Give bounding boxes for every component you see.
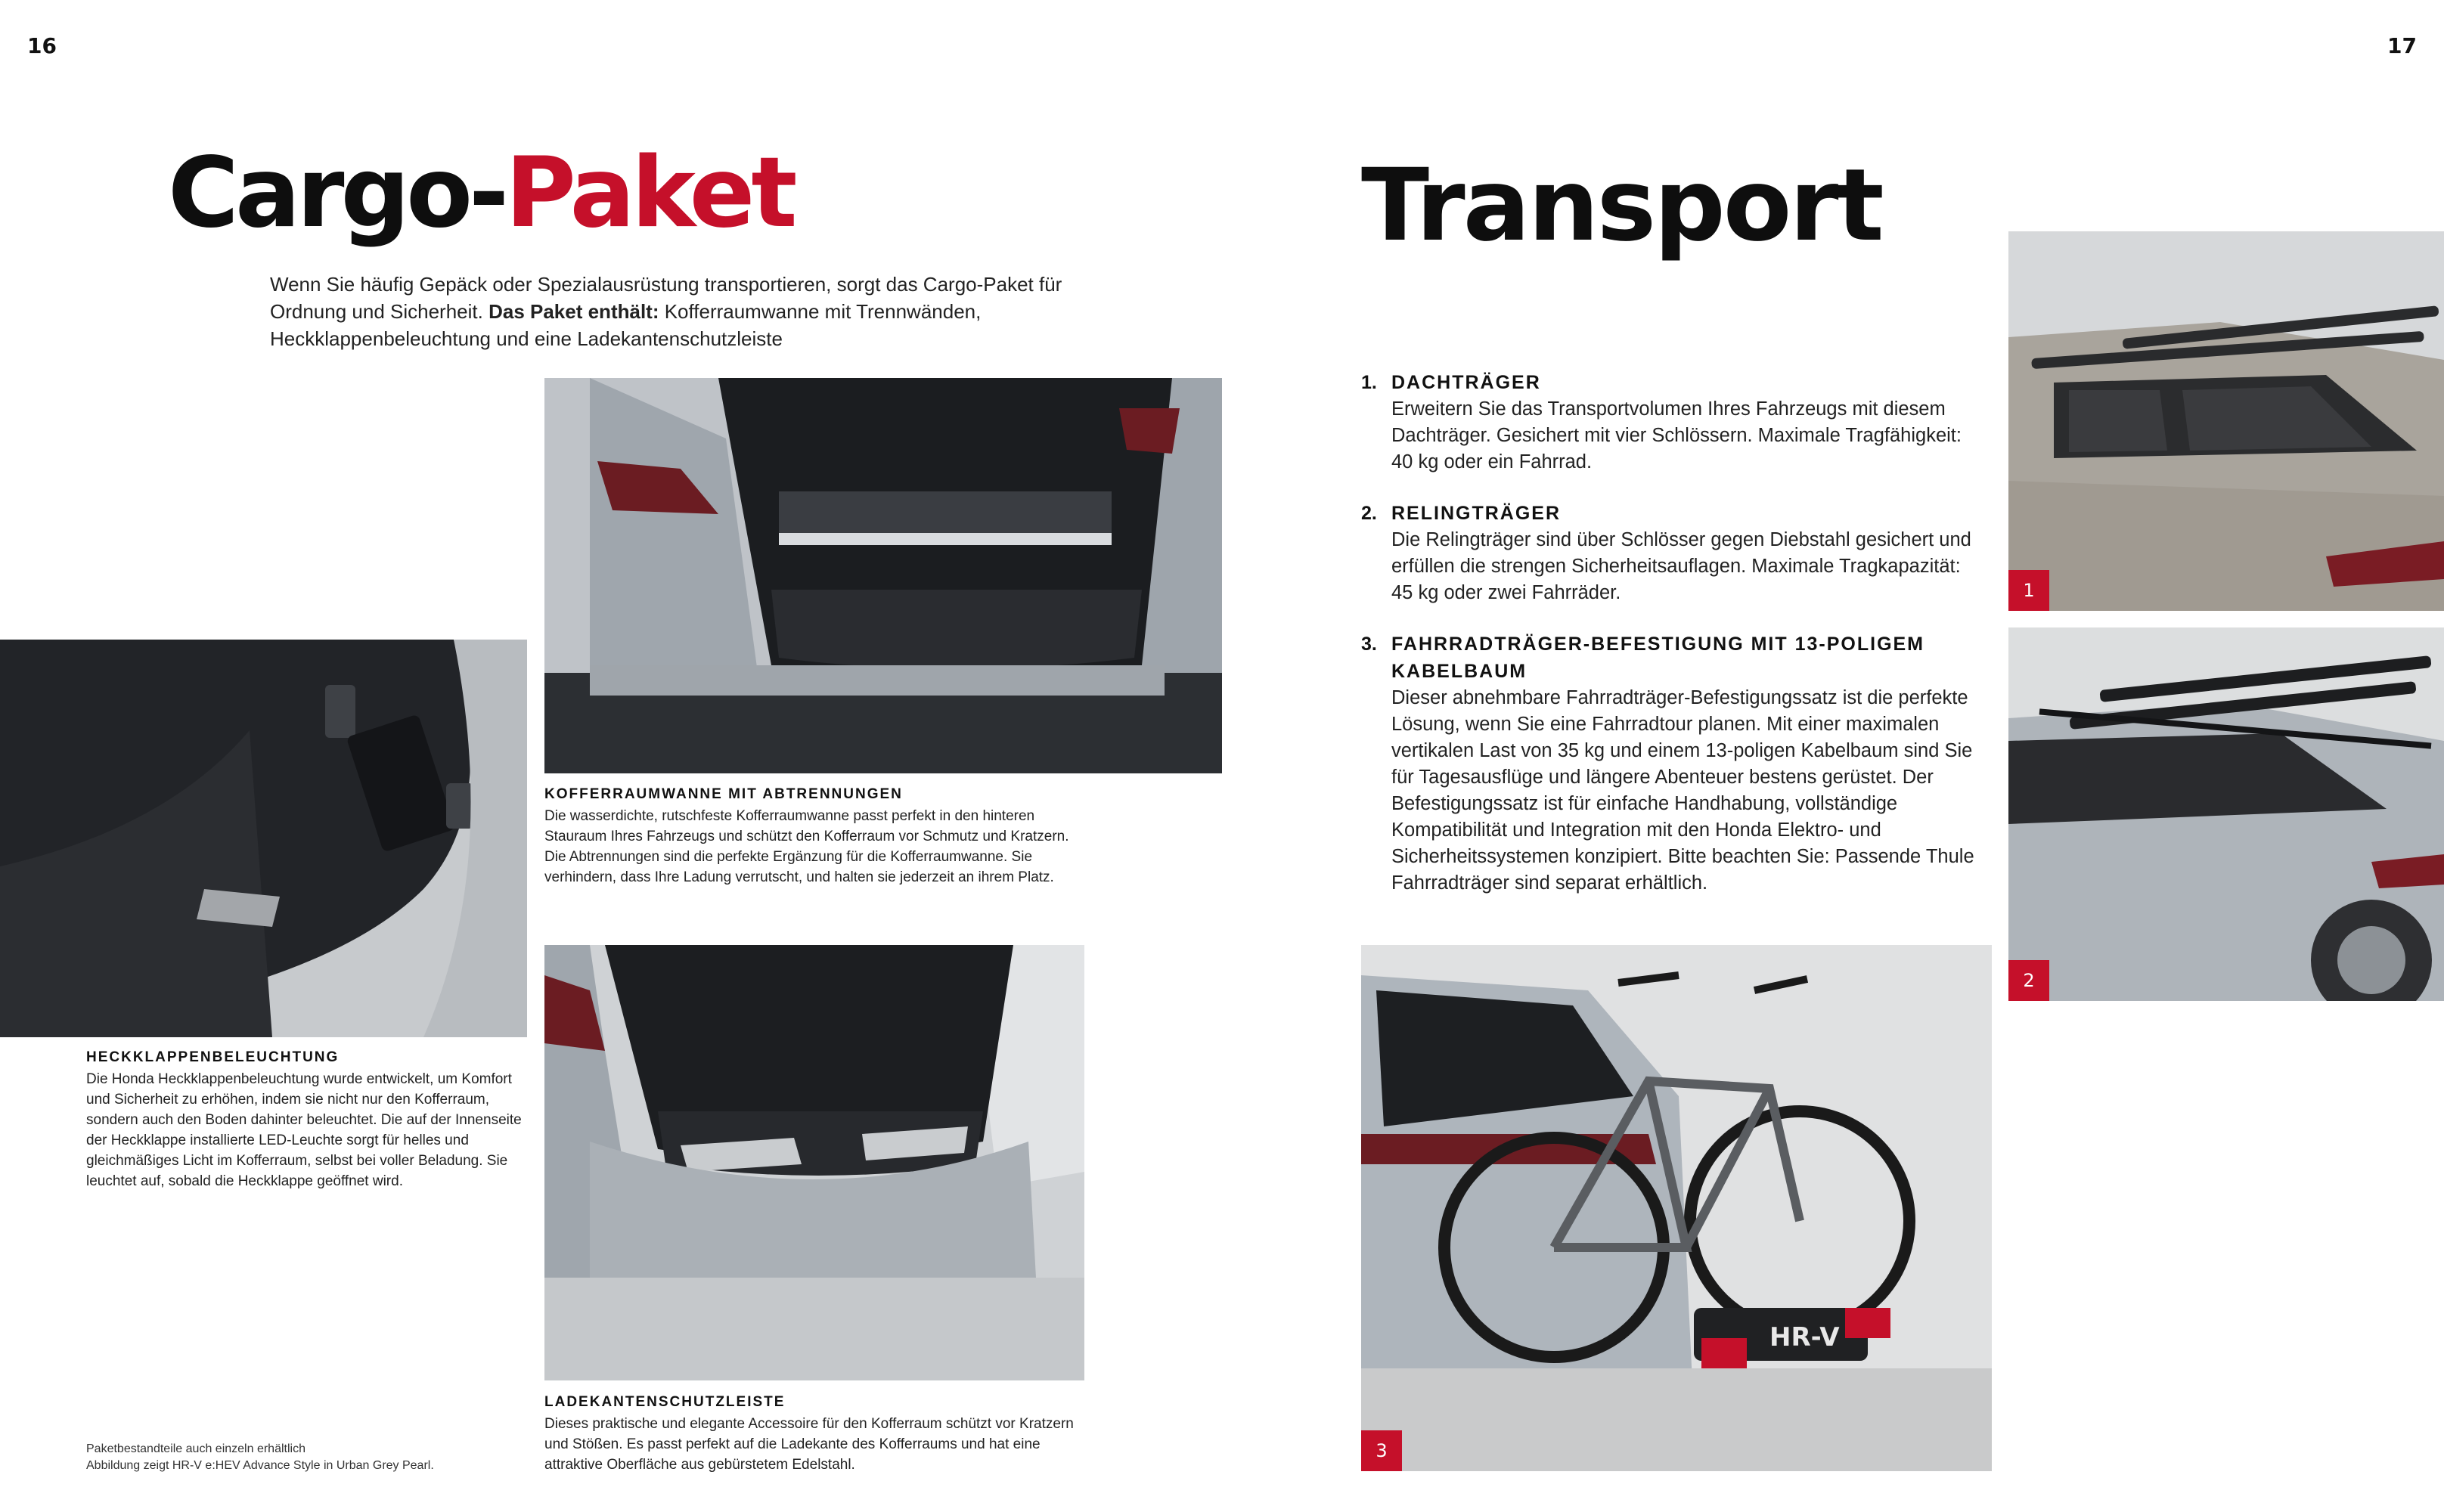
item-body: Dieser abnehmbare Fahrradträger-Befestigungssatz ist die perfekte Lösung, wenn Sie eine Fahrradtour planen. Mit einer maximalen vertikalen Last von 35 kg und einem 13-poligen Kabelbaum sind Sie für Tagesausflüge und längere Abenteuer bestens gerüstet. Der Befestigungssatz ist für einfache Handhabung, vollständige Kompatibilität und Integration mit den Honda Elektro- und Sicherheitssystemen konzipiert. Bitte beachten Sie: Passende Thule Fahrradträger sind separat erhältlich. (1391, 687, 1974, 894)
item-body: Die Relingträger sind über Schlösser gegen Diebstahl gesichert und erfüllen die strengen Sicherheitsauflagen. Maximale Tragkapazität: 45 kg oder zwei Fahrräder. (1391, 529, 1971, 603)
caption-title: HECKKLAPPENBELEUCHTUNG (86, 1049, 340, 1065)
item-number: 1. (1361, 372, 1377, 393)
intro-text-2: Kofferraumwanne mit Trennwänden, Heckklappenbeleuchtung und eine Ladekantenschutzleiste (270, 300, 982, 350)
page-number-right: 17 (2387, 33, 2417, 58)
caption-body: Dieses praktische und elegante Accessoire für den Kofferraum schützt vor Kratzern und Stößen. Es passt perfekt auf die Ladekante des Kofferraums und hat eine attraktive Oberfläche aus gebürstetem Edelstahl. (544, 1416, 1074, 1473)
item-title: FAHRRADTRÄGER-BEFESTIGUNG MIT 13-POLIGEM KABELBAUM (1391, 634, 1925, 682)
badge-2: 2 (2008, 960, 2049, 1001)
caption-body: Die Honda Heckklappenbeleuchtung wurde entwickelt, um Komfort und Sicherheit zu erhöhen, indem sie nicht nur den Kofferraum, sondern auch den Boden dahinter beleuchtet. Die auf der Innenseite der Heckklappe installierte LED-Leuchte sorgt für helles und gleichmäßiges Licht im Kofferraum, selbst bei voller Beladung. Sie leuchtet auf, sobald die Heckklappe geöffnet wird. (86, 1071, 522, 1189)
item-number: 3. (1361, 634, 1377, 655)
transport-item-fahrradtraeger (1361, 631, 1981, 897)
transport-list (1361, 369, 1981, 921)
caption-ladekantenschutzleiste (544, 1394, 1074, 1475)
caption-kofferraumwanne (544, 786, 1074, 888)
item-title: RELINGTRÄGER (1391, 503, 1561, 524)
photo-fahrradtraeger (1361, 945, 1992, 1471)
footnote-line-1: Paketbestandteile auch einzeln erhältlich (86, 1442, 306, 1455)
page-number-left: 16 (27, 33, 57, 58)
intro-text-1: Wenn Sie häufig Gepäck oder Spezialausrüstung transportieren, sorgt das Cargo-Paket für Ordnung und Sicherheit. (270, 273, 1062, 323)
title-cargo-part: Cargo- (168, 137, 506, 249)
item-title: DACHTRÄGER (1391, 372, 1541, 393)
photo-kofferraumwanne (544, 378, 1222, 773)
footnote (86, 1441, 540, 1474)
intro-bold: Das Paket enthält: (488, 300, 659, 323)
caption-body: Die wasserdichte, rutschfeste Kofferraumwanne passt perfekt in den hinteren Stauraum Ihres Fahrzeugs und schützt den Kofferraum vor Schmutz und Kratzern. Die Abtrennungen sind die perfekte Ergänzung für die Kofferraumwanne. Sie verhindern, dass Ihre Ladung verrutscht, und halten sie jederzeit an ihrem Platz. (544, 808, 1069, 885)
badge-1: 1 (2008, 570, 2049, 611)
title-paket-part: Paket (505, 137, 794, 249)
badge-3: 3 (1361, 1430, 1402, 1471)
item-number: 2. (1361, 503, 1377, 524)
photo-dachtraeger (2008, 231, 2444, 611)
photo-ladekantenschutzleiste (544, 945, 1084, 1380)
footnote-line-2: Abbildung zeigt HR-V e:HEV Advance Style in Urban Grey Pearl. (86, 1459, 434, 1472)
transport-item-relingtraeger (1361, 500, 1981, 606)
item-body: Erweitern Sie das Transportvolumen Ihres Fahrzeugs mit diesem Dachträger. Gesichert mit vier Schlössern. Maximale Tragfähigkeit: 40 kg oder ein Fahrrad. (1391, 398, 1962, 472)
transport-item-dachtraeger (1361, 369, 1981, 476)
photo-relingtraeger (2008, 627, 2444, 1001)
caption-title: LADEKANTENSCHUTZLEISTE (544, 1394, 786, 1410)
page-title-cargo (168, 137, 794, 249)
caption-title: KOFFERRAUMWANNE MIT ABTRENNUNGEN (544, 786, 903, 802)
page-title-transport: Transport (1361, 147, 1882, 264)
intro-paragraph (270, 271, 1102, 352)
hrv-label: HR-V (1769, 1322, 1840, 1352)
caption-heckklappenbeleuchtung (86, 1049, 529, 1191)
photo-heckklappenbeleuchtung (0, 640, 527, 1037)
